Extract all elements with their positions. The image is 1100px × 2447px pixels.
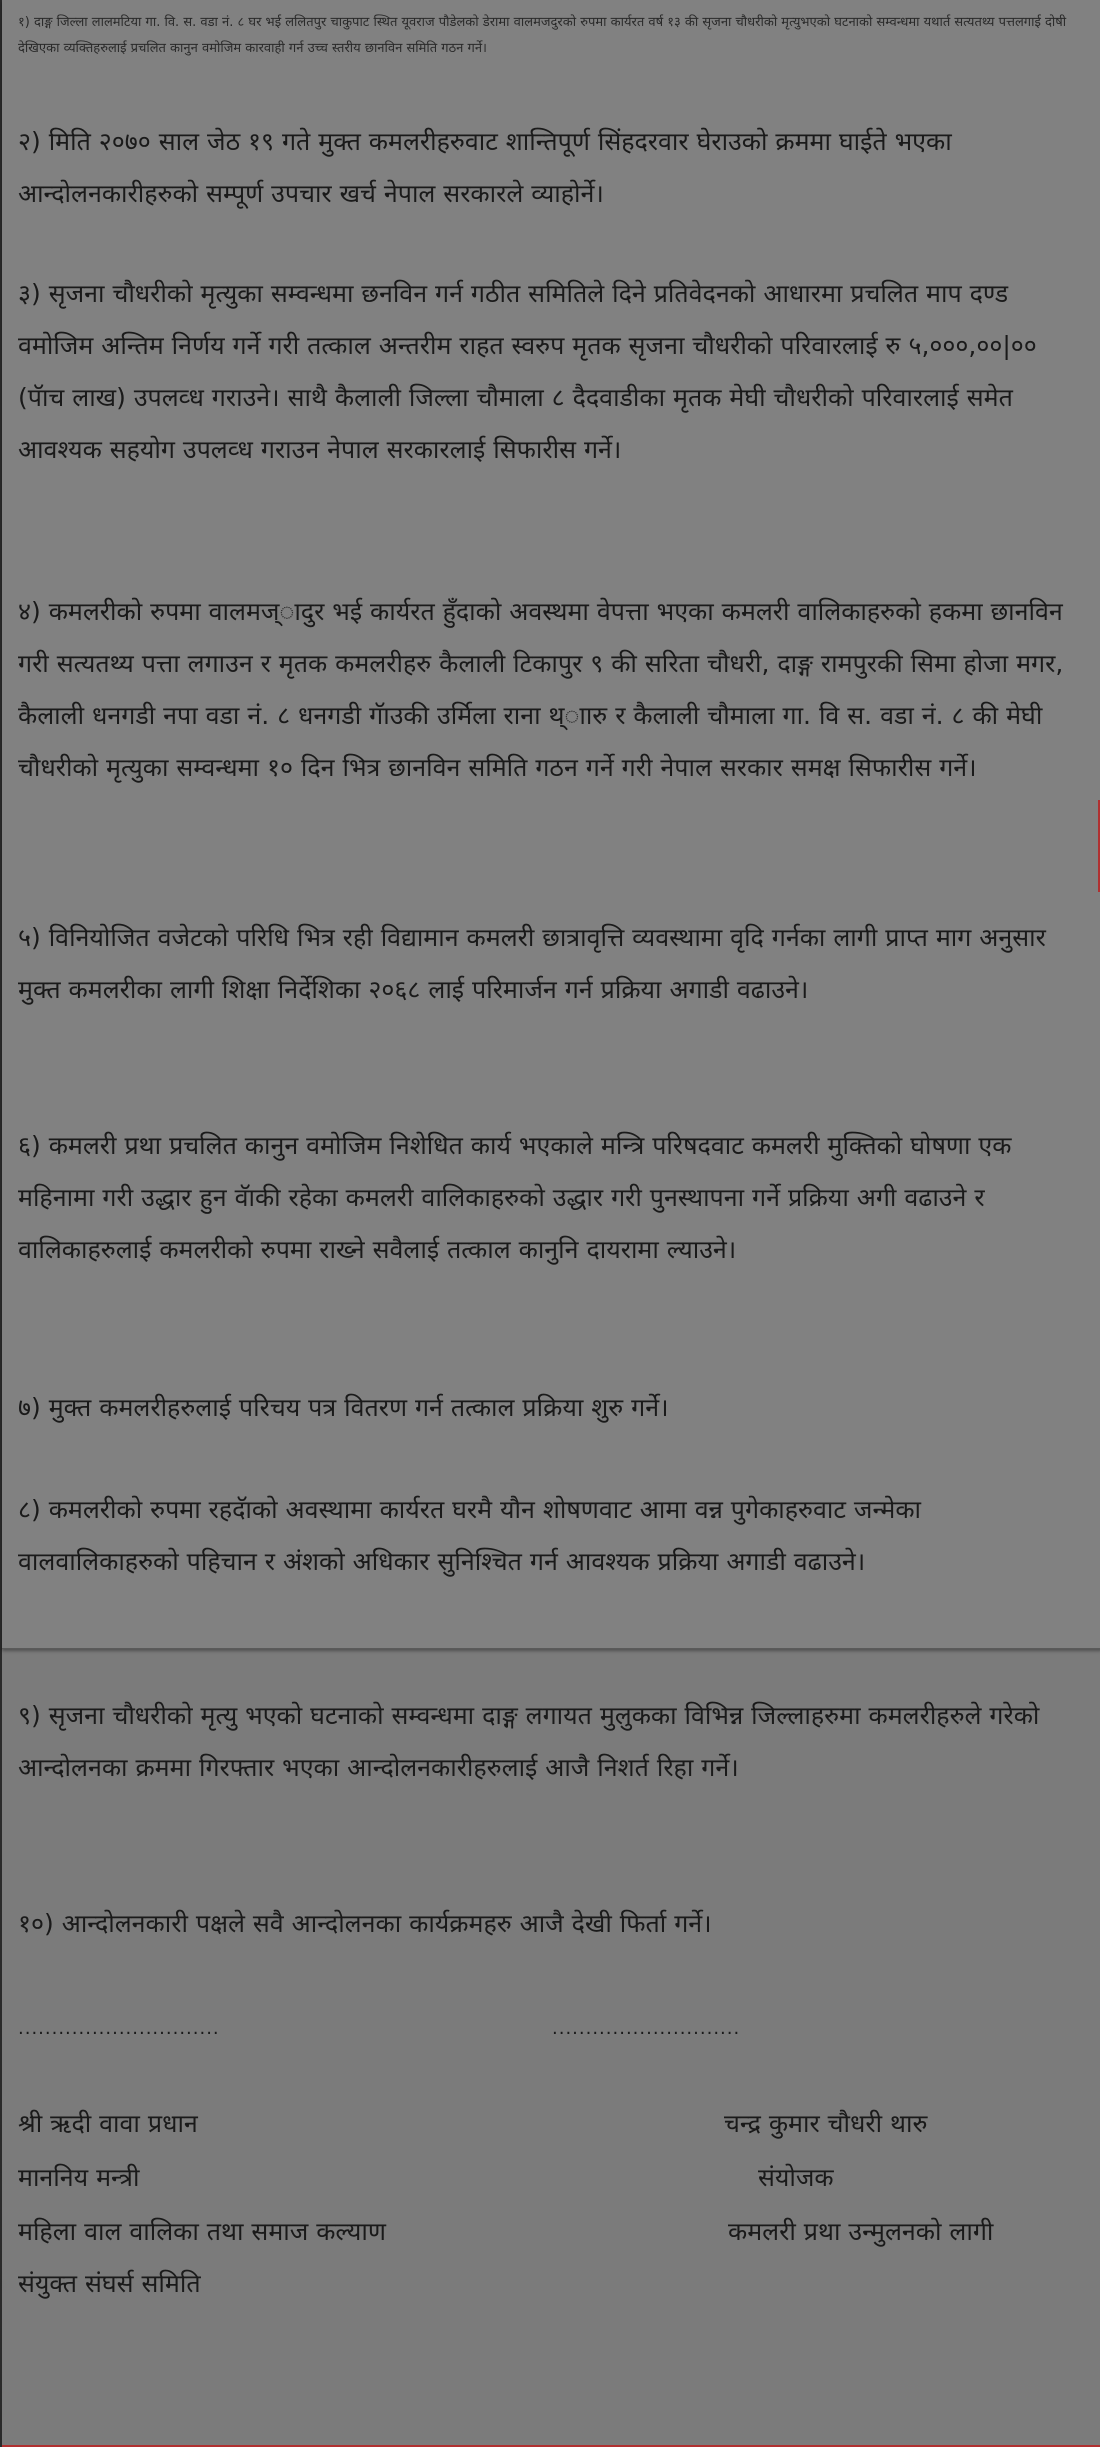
- agreement-item-1: १) दाङ्ग जिल्ला लालमटिया गा. वि. स. वडा नं. ८ घर भई ललितपुर चाकुपाट स्थित यूवराज पौडेलको डेरामा वालमजदुरको रुपमा कार्यरत वर्ष १३ की सृजना चौधरीको मृत्युभएको घटनाको सम्वन्धमा यथार्त सत्यतथ्य पत्तलगाई दोषी देखिएका व्यक्तिहरुलाई प्रचलित कानुन वमोजिम कारवाही गर्न उच्च स्तरीय छानविन समिति गठन गर्ने।: [18, 15, 1067, 56]
- signatory-right-name: चन्द्र कुमार चौधरी थारु: [724, 2109, 928, 2138]
- signatory-right-org: कमलरी प्रथा उन्मुलनको लागी: [728, 2217, 994, 2246]
- agreement-item-8: ८) कमलरीको रुपमा रहदॅाको अवस्थामा कार्यरत घरमै यौन शोषणवाट आमा वन्न पुगेकाहरुवाट जन्मेका वालवालिकाहरुको पहिचान र अंशको अधिकार सुनिश्चित गर्न आवश्यक प्रक्रिया अगाडी वढाउने।: [18, 1495, 922, 1576]
- signature-line-right: ............................: [552, 2018, 741, 2039]
- signatory-left-title: माननिय मन्त्री: [18, 2163, 140, 2192]
- signatory-left-ministry: महिला वाल वालिका तथा समाज कल्याण: [18, 2217, 386, 2246]
- agreement-item-9: ९) सृजना चौधरीको मृत्यु भएको घटनाको सम्वन्धमा दाङ्ग लगायत मुलुकका विभिन्न जिल्लाहरुमा कमलरीहरुले गरेको आन्दोलनका क्रममा गिरफ्तार भएका आन्दोलनकारीहरुलाई आजै निशर्त रिहा गर्ने।: [18, 1701, 1040, 1782]
- signatory-right-title: संयोजक: [758, 2163, 834, 2192]
- agreement-item-2: २) मिति २०७० साल जेठ १९ गते मुक्त कमलरीहरुवाट शान्तिपूर्ण सिंहदरवार घेराउको क्रममा घाईते भएका आन्दोलनकारीहरुको सम्पूर्ण उपचार खर्च नेपाल सरकारले व्याहोर्ने।: [18, 127, 952, 208]
- agreement-item-7: ७) मुक्त कमलरीहरुलाई परिचय पत्र वितरण गर्न तत्काल प्रक्रिया शुरु गर्ने।: [18, 1393, 669, 1422]
- agreement-item-4: ४) कमलरीको रुपमा वालमज्ादुर भई कार्यरत हुँदाको अवस्थमा वेपत्ता भएका कमलरी वालिकाहरुको हकमा छानविन गरी सत्यतथ्य पत्ता लगाउन र मृतक कमलरीहरु कैलाली टिकापुर ९ की सरिता चौधरी, दाङ्ग रामपुरकी सिमा होजा मगर, कैलाली धनगडी नपा वडा नं. ८ धनगडी गॅाउकी उर्मिला राना थ्ाारु र कैलाली चौमाला गा. वि स. वडा नं. ८ की मेघी चौधरीको मृत्युका सम्वन्धमा १० दिन भित्र छानविन समिति गठन गर्ने गरी नेपाल सरकार समक्ष सिफारीस गर्ने।: [18, 597, 1064, 782]
- signature-line-left: ..............................: [18, 2018, 220, 2039]
- signatory-right-org-continued: संयुक्त संघर्स समिति: [18, 2269, 201, 2298]
- agreement-item-6: ६) कमलरी प्रथा प्रचलित कानुन वमोजिम निशेधित कार्य भएकाले मन्त्रि परिषदवाट कमलरी मुक्तिको घोषणा एक महिनामा गरी उद्धार हुन वॅाकी रहेका कमलरी वालिकाहरुको उद्धार गरी पुनस्थापना गर्ने प्रक्रिया अगी वढाउने र वालिकाहरुलाई कमलरीको रुपमा राख्ने सवैलाई तत्काल कानुनि दायरामा ल्याउने।: [18, 1131, 1012, 1264]
- signatory-left-name: श्री ऋदी वावा प्रधान: [18, 2109, 198, 2138]
- agreement-item-5: ५) विनियोजित वजेटको परिधि भित्र रही विद्यामान कमलरी छात्रावृत्ति व्यवस्थामा वृदि गर्नका लागी प्राप्त माग अनुसार मुक्त कमलरीका लागी शिक्षा निर्देशिका २०६८ लाई परिमार्जन गर्न प्रक्रिया अगाडी वढाउने।: [18, 923, 1046, 1004]
- agreement-item-3: ३) सृजना चौधरीको मृत्युका सम्वन्धमा छनविन गर्न गठीत समितिले दिने प्रतिवेदनको आधारमा प्रचलित माप दण्ड वमोजिम अन्तिम निर्णय गर्ने गरी तत्काल अन्तरीम राहत स्वरुप मृतक सृजना चौधरीको परिवारलाई रु ५,०००,००|०० (पॅाच लाख) उपलव्ध गराउने। साथै कैलाली जिल्ला चौमाला ८ दैदवाडीका मृतक मेघी चौधरीको परिवारलाई समेत आवश्यक सहयोग उपलव्ध गराउन नेपाल सरकारलाई सिफारीस गर्ने।: [18, 279, 1037, 464]
- agreement-item-10: १०) आन्दोलनकारी पक्षले सवै आन्दोलनका कार्यक्रमहरु आजै देखी फिर्ता गर्ने।: [18, 1909, 712, 1938]
